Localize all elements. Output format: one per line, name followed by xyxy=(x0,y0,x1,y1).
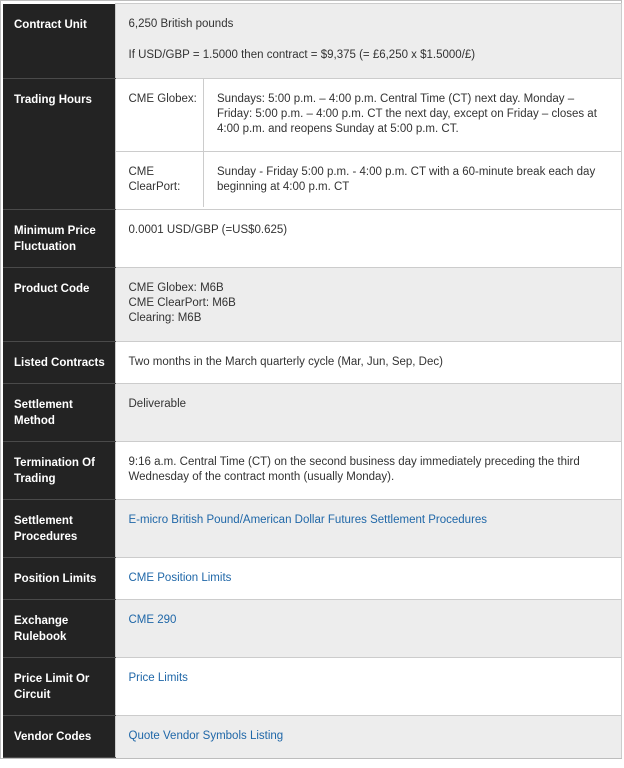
row-vendor-codes xyxy=(3,716,622,758)
venue-hours: Sunday - Friday 5:00 p.m. - 4:00 p.m. CT with a 60-minute break each day beginning at 4:00 p.m. CT xyxy=(217,165,596,193)
row-label: Price Limit Or Circuit xyxy=(3,658,115,716)
row-value xyxy=(115,4,622,79)
row-label: Settlement Procedures xyxy=(3,500,115,558)
row-value: Two months in the March quarterly cycle (Mar, Jun, Sep, Dec) xyxy=(115,342,622,384)
venue-row-globex xyxy=(116,79,622,151)
row-termination-of-trading xyxy=(3,442,622,500)
row-minimum-price-fluctuation xyxy=(3,210,622,268)
settlement-procedures-link[interactable]: E-micro British Pound/American Dollar Futures Settlement Procedures xyxy=(128,514,488,526)
row-value xyxy=(115,558,622,600)
row-value: 0.0001 USD/GBP (=US$0.625) xyxy=(115,210,622,268)
venue-name: CME ClearPort: xyxy=(116,151,204,207)
contract-size-text: 6,250 British pounds xyxy=(128,18,234,30)
row-label: Termination Of Trading xyxy=(3,442,115,500)
venue-name: CME Globex: xyxy=(116,79,204,151)
row-value xyxy=(115,268,622,342)
product-code-clearing: Clearing: M6B xyxy=(128,312,202,324)
row-trading-hours xyxy=(3,79,622,210)
vendor-symbols-link[interactable]: Quote Vendor Symbols Listing xyxy=(128,730,284,742)
venue-hours: Sundays: 5:00 p.m. – 4:00 p.m. Central Time (CT) next day. Monday – Friday: 5:00 p.m. – 4:00 p.m. CT the next day, except on Friday – closes at 4:00 p.m. and reopens Sunday at 5:00 p.m. CT. xyxy=(204,79,622,151)
row-value xyxy=(115,716,622,758)
row-price-limit xyxy=(3,658,622,716)
row-value xyxy=(115,79,622,210)
row-value: 9:16 a.m. Central Time (CT) on the second business day immediately preceding the third Wednesday of the contract month (usually Monday). xyxy=(115,442,622,500)
position-limits-link[interactable]: CME Position Limits xyxy=(128,572,232,584)
row-label: Product Code xyxy=(3,268,115,342)
row-label: Trading Hours xyxy=(3,79,115,210)
row-settlement-method xyxy=(3,384,622,442)
contract-example-text: If USD/GBP = 1.5000 then contract = $9,375 (= £6,250 x $1.5000/£) xyxy=(128,49,476,61)
row-product-code xyxy=(3,268,622,342)
row-label: Listed Contracts xyxy=(3,342,115,384)
row-value xyxy=(115,600,622,658)
contract-specs-table xyxy=(3,3,622,758)
row-listed-contracts xyxy=(3,342,622,384)
row-value xyxy=(115,658,622,716)
row-value: Deliverable xyxy=(115,384,622,442)
trading-hours-table xyxy=(116,79,622,207)
row-label: Settlement Method xyxy=(3,384,115,442)
row-position-limits xyxy=(3,558,622,600)
venue-row-clearport xyxy=(116,151,622,207)
row-label: Minimum Price Fluctuation xyxy=(3,210,115,268)
rulebook-link[interactable]: CME 290 xyxy=(128,614,177,626)
price-limits-link[interactable]: Price Limits xyxy=(128,672,188,684)
row-label: Vendor Codes xyxy=(3,716,115,758)
product-code-globex: CME Globex: M6B xyxy=(128,282,224,294)
row-contract-unit xyxy=(3,4,622,79)
row-value xyxy=(115,500,622,558)
row-exchange-rulebook xyxy=(3,600,622,658)
product-code-clearport: CME ClearPort: M6B xyxy=(128,297,236,309)
row-label: Position Limits xyxy=(3,558,115,600)
row-label: Contract Unit xyxy=(3,4,115,79)
row-label: Exchange Rulebook xyxy=(3,600,115,658)
row-settlement-procedures xyxy=(3,500,622,558)
